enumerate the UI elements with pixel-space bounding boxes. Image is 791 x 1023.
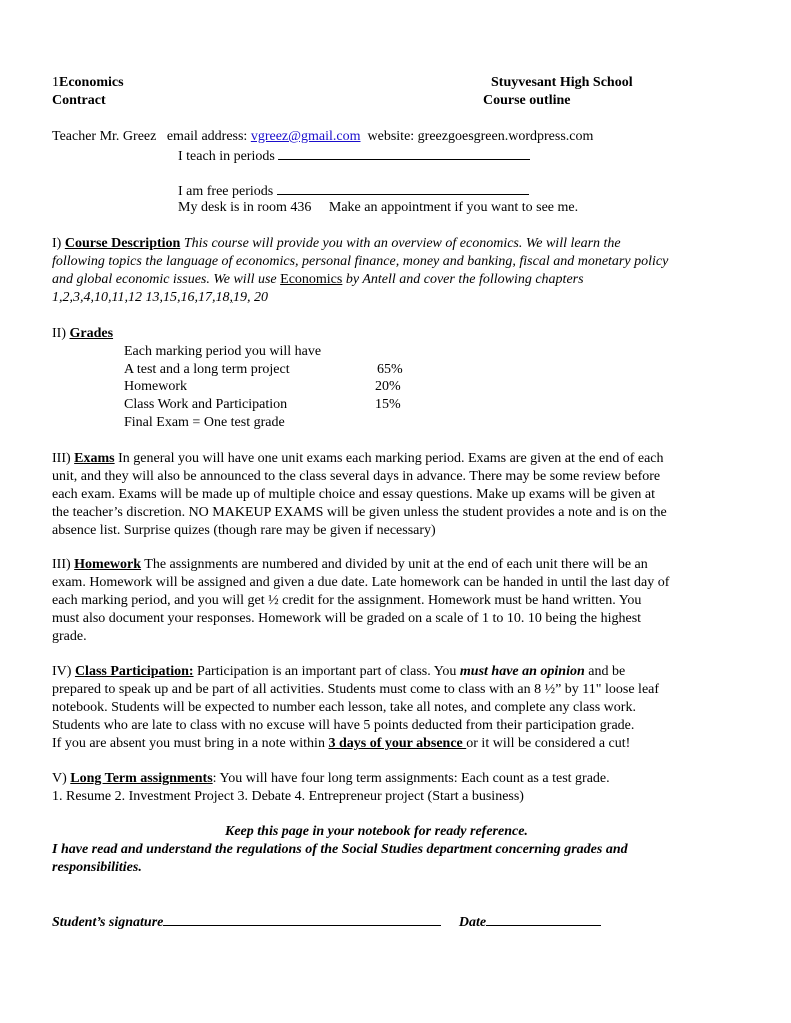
section-number: II)	[52, 326, 66, 341]
exams-line: the teacher’s discretion. NO MAKEUP EXAMS will be given unless the student provides a note and is on the	[52, 505, 667, 520]
course-description-section	[52, 235, 742, 307]
doc-subtitle: Course outline	[483, 93, 571, 108]
grade-percent: 15%	[375, 397, 401, 412]
periods-teach-blank	[278, 146, 530, 160]
grade-percent: 20%	[375, 379, 401, 394]
appointment-text: Make an appointment if you want to see me.	[328, 200, 579, 215]
grades-heading-line	[52, 325, 113, 343]
homework-line: grade.	[52, 629, 87, 644]
desk-text: My desk is in room 436	[178, 200, 312, 215]
email-link[interactable]: vgreez@gmail.com	[250, 129, 361, 144]
grades-intro: Each marking period you will have	[124, 344, 322, 359]
chapters-list: 1,2,3,4,10,11,12 13,15,16,17,18	[52, 290, 230, 305]
exams-line: absence list. Surprise quizes (though rare may be given if necessary)	[52, 523, 436, 538]
course-name: Economics	[59, 75, 124, 90]
section-number: I)	[52, 236, 62, 251]
section-number: IV)	[52, 664, 72, 679]
homework-line: exam. Homework will be assigned and given a due date. Late homework can be handed in until the last day of	[52, 575, 670, 590]
long-term-heading: Long Term assignments	[70, 771, 213, 786]
long-term-list: 1. Resume 2. Investment Project 3. Debate 4. Entrepreneur project (Start a business)	[52, 789, 524, 804]
website-text: website: greezgoesgreen.wordpress.com	[367, 129, 594, 144]
homework-line: each marking period, and you will get ½ credit for the assignment. Homework must be hand written. You	[52, 593, 642, 608]
opinion-emphasis: must have an opinion	[459, 664, 585, 679]
final-exam-note: Final Exam = One test grade	[124, 415, 285, 430]
participation-text: and be	[584, 664, 626, 679]
periods-free-label: I am free periods	[178, 184, 274, 199]
grade-item: A test and a long term project	[124, 362, 290, 377]
textbook-title: Economics	[280, 272, 343, 287]
doc-type: Contract	[52, 93, 106, 108]
exams-line: unit, and they will also be announced to the class several days in advance. There may be some review before	[52, 469, 661, 484]
participation-heading: Class Participation:	[74, 664, 194, 679]
exams-text: In general you will have one unit exams each marking period. Exams are given at the end of each	[114, 451, 664, 466]
section-number: V)	[52, 771, 67, 786]
school-name: Stuyvesant High School	[491, 75, 633, 90]
long-term-section	[52, 770, 742, 806]
homework-heading: Homework	[74, 557, 142, 572]
acknowledgement-line: responsibilities.	[52, 860, 142, 875]
participation-line: notebook. Students will be expected to number each lesson, take all notes, and complete any class work.	[52, 700, 636, 715]
course-prefix: 1	[52, 75, 59, 90]
teacher-line	[52, 128, 593, 146]
chapters-separator: ,	[229, 290, 233, 305]
periods-free-blank	[277, 181, 529, 195]
course-description-text: This course will provide you with an overview of economics. We will learn the	[183, 236, 621, 251]
grades-heading: Grades	[69, 326, 114, 341]
course-description-heading: Course Description	[64, 236, 181, 251]
exams-heading: Exams	[74, 451, 115, 466]
date-blank[interactable]	[486, 912, 601, 926]
long-term-text: : You will have four long term assignments: Each count as a test grade.	[212, 771, 610, 786]
participation-text: Participation is an important part of class. You	[193, 664, 460, 679]
course-description-line: and global economic issues. We will use	[52, 272, 281, 287]
email-label: email address:	[166, 129, 248, 144]
signature-line	[52, 912, 601, 932]
keep-notice: Keep this page in your notebook for ready reference.	[225, 824, 528, 839]
desk-line	[178, 199, 578, 217]
homework-section	[52, 556, 742, 646]
course-description-line: following topics the language of economics, personal finance, money and banking, fiscal and monetary policy	[52, 254, 669, 269]
participation-line: or it will be considered a cut!	[466, 736, 631, 751]
acknowledgement-line: I have read and understand the regulations of the Social Studies department concerning grades and	[52, 842, 628, 857]
periods-teach-line	[178, 146, 530, 166]
teacher-name: Teacher Mr. Greez	[52, 129, 157, 144]
date-label: Date	[458, 915, 487, 930]
absence-deadline: 3 days of your absence	[328, 736, 467, 751]
periods-free-line	[178, 181, 529, 201]
participation-section	[52, 663, 742, 753]
section-number: III)	[52, 557, 71, 572]
chapters-list-end: 19, 20	[232, 290, 268, 305]
signature-blank[interactable]	[163, 912, 441, 926]
participation-line: If you are absent you must bring in a note within	[52, 736, 329, 751]
grade-item: Homework	[124, 379, 187, 394]
periods-teach-label: I teach in periods	[178, 149, 275, 164]
grade-item: Class Work and Participation	[124, 397, 288, 412]
exams-section	[52, 450, 742, 540]
course-description-line: by Antell and cover the following chapters	[342, 272, 584, 287]
homework-text: The assignments are numbered and divided by unit at the end of each unit there will be an	[141, 557, 648, 572]
signature-label: Student’s signature	[52, 915, 164, 930]
section-number: III)	[52, 451, 71, 466]
participation-line: Students who are late to class with no excuse will have 5 points deducted from their participation grade.	[52, 718, 635, 733]
grade-percent: 65%	[377, 362, 403, 377]
exams-line: each exam. Exams will be made up of multiple choice and essay questions. Make up exams will be given at	[52, 487, 655, 502]
participation-line: prepared to speak up and be part of all activities. Students must come to class with an 8 ½” by 11" loose leaf	[52, 682, 660, 697]
course-title	[52, 74, 124, 92]
homework-line: must also document your responses. Homework will be graded on a scale of 1 to 10. 10 being the highest	[52, 611, 642, 626]
